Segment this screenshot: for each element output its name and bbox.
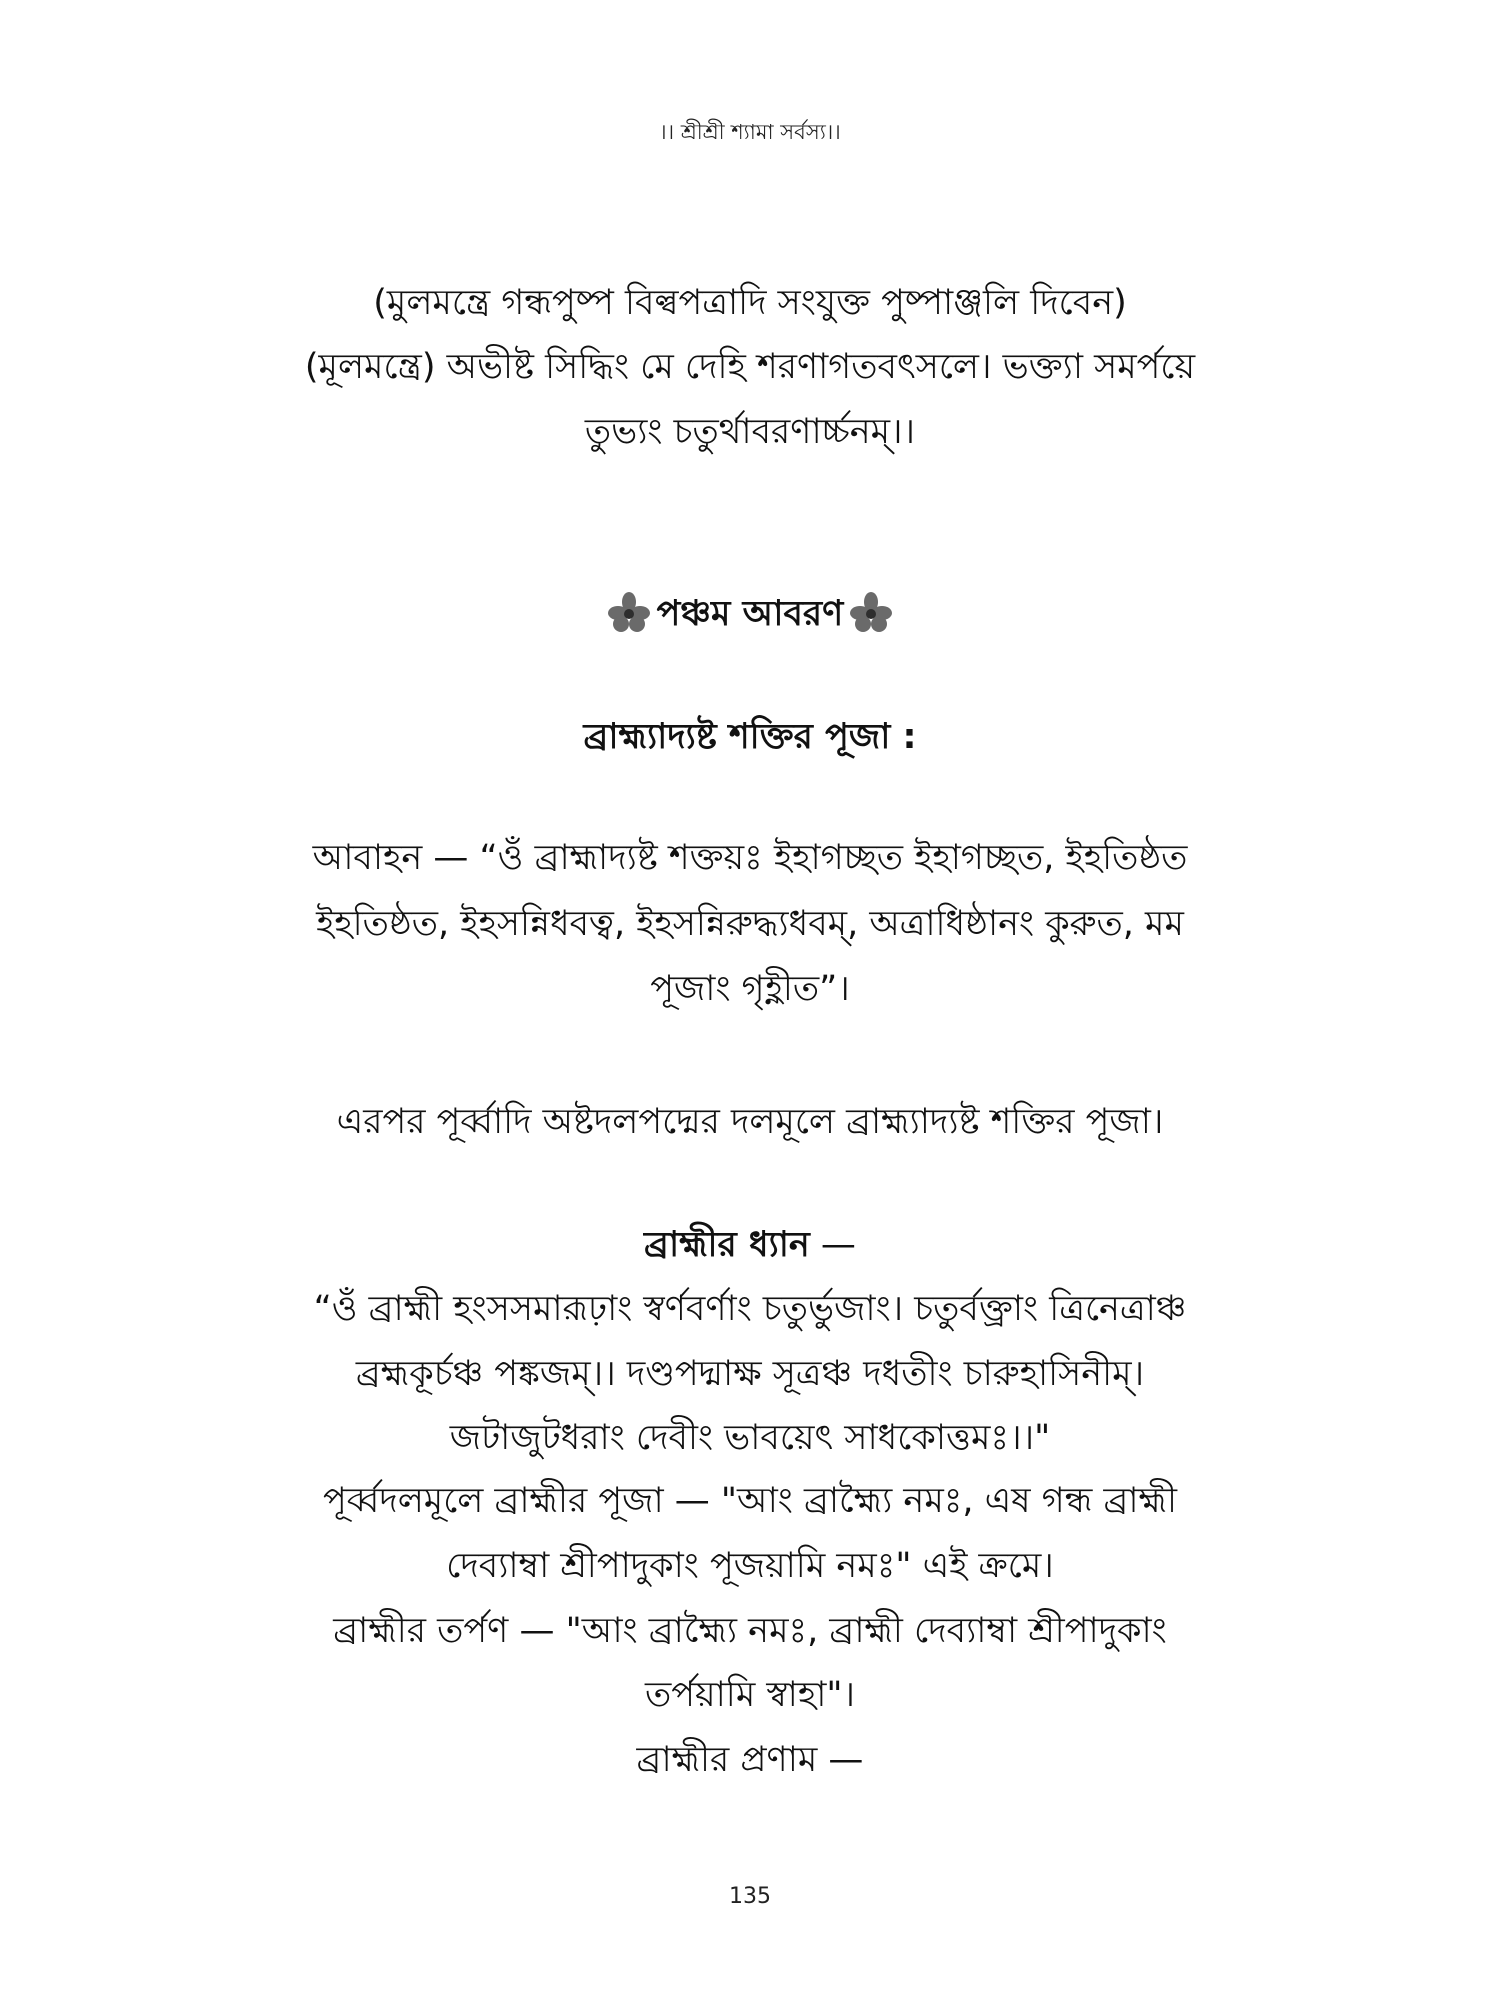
flower-ornament-icon — [849, 591, 893, 635]
dhyan-heading-text: ব্রাহ্মীর ধ্যান — [644, 1225, 810, 1265]
text-line: (মূলমন্ত্রে) অভীষ্ট সিদ্ধিং মে দেহি শরণাগতবৎসলে। ভক্ত্যা সমর্পয়ে — [304, 347, 1196, 387]
text-line: আবাহন — “ওঁ ব্রাহ্মাদ্যষ্ট শক্তয়ঃ ইহাগচ্ছত ইহাগচ্ছত, ইহতিষ্ঠত — [312, 838, 1188, 878]
text-line: ব্রাহ্মীর প্রণাম — — [636, 1740, 864, 1780]
text-line: তর্পয়ামি স্বাহা"। — [645, 1675, 855, 1715]
section-title-text: পঞ্চম আবরণ — [656, 594, 844, 634]
text-line: (মুলমন্ত্রে গন্ধপুষ্প বিল্বপত্রাদি সংযুক্ত পুষ্পাঞ্জলি দিবেন) — [373, 283, 1127, 323]
text-line: তুভ্যং চতুর্থাবরণার্চ্চনম্।। — [584, 412, 916, 452]
text-line: জটাজুটধরাং দেবীং ভাবয়েৎ সাধকোত্তমঃ।।" — [449, 1418, 1051, 1458]
dhyan-heading — [150, 1221, 1350, 1269]
text-line: ব্রহ্মকূর্চঞ্চ পঙ্কজম্।। দণ্ডপদ্মাক্ষ সূত্রঞ্চ দধতীং চারুহাসিনীম্। — [355, 1354, 1145, 1394]
running-header: ।। শ্রীশ্রী শ্যামা সর্বস্য।। — [659, 120, 841, 144]
text-line: পূর্ব্বদলমূলে ব্রাহ্মীর পূজা — "আং ব্রাহ্ম্যৈ নমঃ, এষ গন্ধ ব্রাহ্মী — [322, 1481, 1178, 1521]
page-number: 135 — [729, 1884, 771, 1909]
dhyan-heading-dash: — — [809, 1225, 856, 1265]
text-line: পূজাং গৃহ্ণীত”। — [650, 969, 850, 1009]
text-line: “ওঁ ব্রাহ্মী হংসসমারূঢ়াং স্বর্ণবর্ণাং চতুর্ভুজাং। চতুর্বক্ত্রাং ত্রিনেত্রাঞ্চ — [313, 1289, 1187, 1329]
text-line: ইহতিষ্ঠত, ইহসন্নিধবত্ব, ইহসন্নিরুদ্ধ্যধবম্, অত্রাধিষ্ঠানং কুরুত, মম — [316, 904, 1184, 944]
section-title — [150, 590, 1350, 638]
instruction-line: এরপর পূর্ব্বাদি অষ্টদলপদ্মের দলমূলে ব্রাহ্ম্যাদ্যষ্ট শক্তির পূজা। — [336, 1102, 1164, 1142]
subheading: ব্রাহ্ম্যাদ্যষ্ট শক্তির পূজা : — [583, 717, 917, 757]
text-line: ব্রাহ্মীর তর্পণ — "আং ব্রাহ্ম্যৈ নমঃ, ব্রাহ্মী দেব্যাম্বা শ্রীপাদুকাং — [333, 1611, 1167, 1651]
text-line: দেব্যাম্বা শ্রীপাদুকাং পূজয়ামি নমঃ" এই ক্রমে। — [446, 1546, 1054, 1586]
flower-ornament-icon — [607, 591, 651, 635]
